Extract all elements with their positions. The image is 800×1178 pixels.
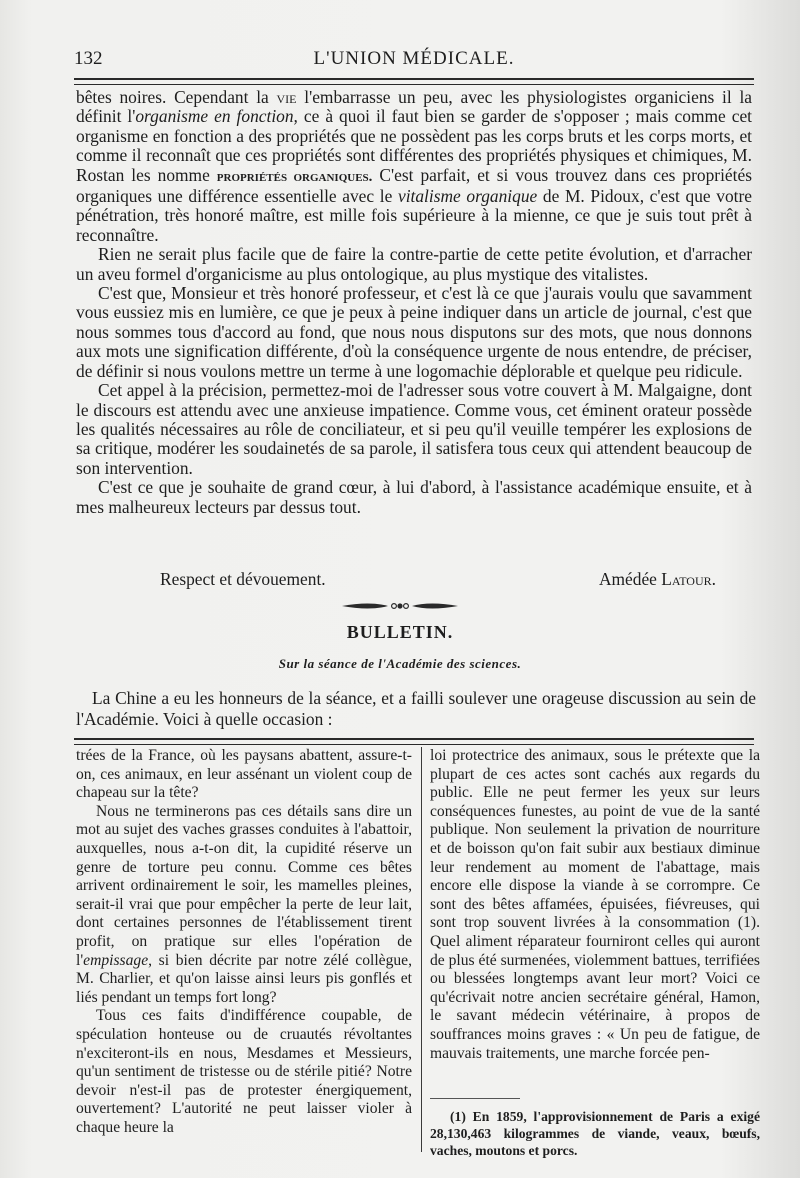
paragraph: Tous ces faits d'indifférence coupable, de spéculation honteuse ou de cruautés révoltantes n'exciteront-ils en nous, Mesdames et Messieurs, qu'un sentiment de tristesse ou de stérile pitié? Notre devoir n'est-il pas de protester énergiquement, ouvertement? L'autorité ne peut laisser violer à chaque heure la	[76, 1007, 412, 1136]
paragraph: trées de la France, où les paysans abattent, assure-t-on, ces animaux, en leur assénant un violent coup de chapeau sur la tête?	[76, 747, 412, 802]
paragraph: Nous ne terminerons pas ces détails sans dire un mot au sujet des vaches grasses conduites à l'abattoir, auxquelles, nous a-t-on dit, la cupidité réserve un genre de torture peu connu. Comme ces bêtes arrivent ordinairement le soir, les mamelles pleines, serait-il vrai que pour empêcher la perte de leur lait, dont certaines personnes de l'établissement tirent profit, on pratique sur elles l'opération de l'empissage, si bien décrite par notre zélé collègue, M. Charlier, et qu'on laisse ainsi leurs pis gonflés et liés pendant un temps fort long?	[76, 802, 412, 1006]
paragraph: C'est ce que je souhaite de grand cœur, à lui d'abord, à l'assistance académique ensuite, et à mes malheureux lecteurs par dessus tout.	[76, 477, 752, 517]
section-subtitle: Sur la séance de l'Académie des sciences.	[278, 656, 522, 671]
paragraph: Cet appel à la précision, permettez-moi de l'adresser sous votre couvert à M. Malgaigne, dont le discours est attendu avec une anxieuse impatience. Comme vous, cet éminent orateur possède les qualités nécessaires au rôle de conciliateur, et si peu qu'il veuille tempérer les explosions de sa critique, modérer les soudainetés de sa parole, il satisfera tous ceux qui attendent beaucoup de son intervention.	[76, 380, 752, 478]
column-rule	[74, 738, 754, 745]
closing-formula: Respect et dévouement.	[160, 569, 326, 589]
footnote	[430, 1108, 760, 1159]
right-column	[430, 747, 760, 1063]
column-divider	[421, 747, 422, 1152]
signature-line	[76, 569, 716, 589]
article-body	[76, 88, 752, 517]
paragraph: loi protectrice des animaux, sous le prétexte que la plupart de ces actes sont cachés aux regards du public. Elle ne peut fermer les yeux sur leurs conséquences funestes, au point de vue de la santé publique. Non seulement la privation de nourriture et de boisson qu'on fait subir aux bestiaux diminue leur rendement au moment de l'abattage, mais encore elle dispose la viande à se corrompre. Ce sont des bêtes affamées, épuisées, fiévreuses, qui sont trop souvent livrées à la consommation (1). Quel aliment réparateur fourniront celles qui auront de plus été surmenées, violemment battues, terrifiées ou blessées longtemps avant leur mort? Voici ce qu'écrivait notre ancien secrétaire général, Hamon, le savant médecin vétérinaire, à propos de souffrances moins graves : « Un peu de fatigue, de mauvais traitements, une marche forcée pen-	[430, 747, 760, 1062]
paragraph: La Chine a eu les honneurs de la séance, et a failli soulever une orageuse discussion au sein de l'Académie. Voici à quelle occasion :	[76, 688, 756, 729]
footnote-text: (1) En 1859, l'approvisionnement de Paris a exigé 28,130,463 kilogrammes de viande, veaux, bœufs, vaches, moutons et porcs.	[430, 1109, 760, 1158]
header-rule	[74, 78, 754, 85]
page-number: 132	[74, 48, 103, 69]
author-signature: Amédée Latour.	[598, 569, 716, 589]
paragraph: C'est que, Monsieur et très honoré professeur, et c'est là ce que j'aurais voulu que savamment vous eussiez mis en lumière, ce que je peux à peine indiquer dans un article de journal, c'est que nous sommes tous d'accord au fond, que nous nous disputons sur des mots, que nous donnons aux mots une signification différente, d'où la conséquence urgente de nous entendre, de préciser, de définir si nous voulons mettre un terme à une logomachie déplorable et quelque peu ridicule.	[76, 283, 752, 381]
section-ornament-icon	[340, 599, 460, 613]
paragraph: bêtes noires. Cependant la vie l'embarrasse un peu, avec les physiologistes organiciens il la définit l'organisme en fonction, ce à quoi il faut bien se garder de s'opposer ; mais comme cet organisme en fonction a des propriétés que ne possèdent pas les corps bruts et les corps morts, et comme il reconnaît que ces propriétés sont différentes des propriétés physiques et chimiques, M. Rostan les nomme propriétés organiques. C'est parfait, et si vous trouvez dans ces propriétés organiques une différence essentielle avec le vitalisme organique de M. Pidoux, c'est que votre pénétration, très honoré maître, est mille fois supérieure à la mienne, ce que je suis tout prêt à reconnaître.	[76, 87, 752, 245]
section-title: BULLETIN.	[346, 622, 454, 642]
left-column	[76, 747, 412, 1137]
running-header	[74, 48, 754, 74]
paragraph: Rien ne serait plus facile que de faire la contre-partie de cette petite évolution, et d'arracher un aveu formel d'organicisme au plus ontologique, au plus mystique des vitalistes.	[76, 244, 752, 284]
journal-title: L'UNION MÉDICALE.	[313, 48, 515, 69]
footnote-rule	[430, 1098, 520, 1099]
bulletin-intro	[76, 688, 756, 730]
